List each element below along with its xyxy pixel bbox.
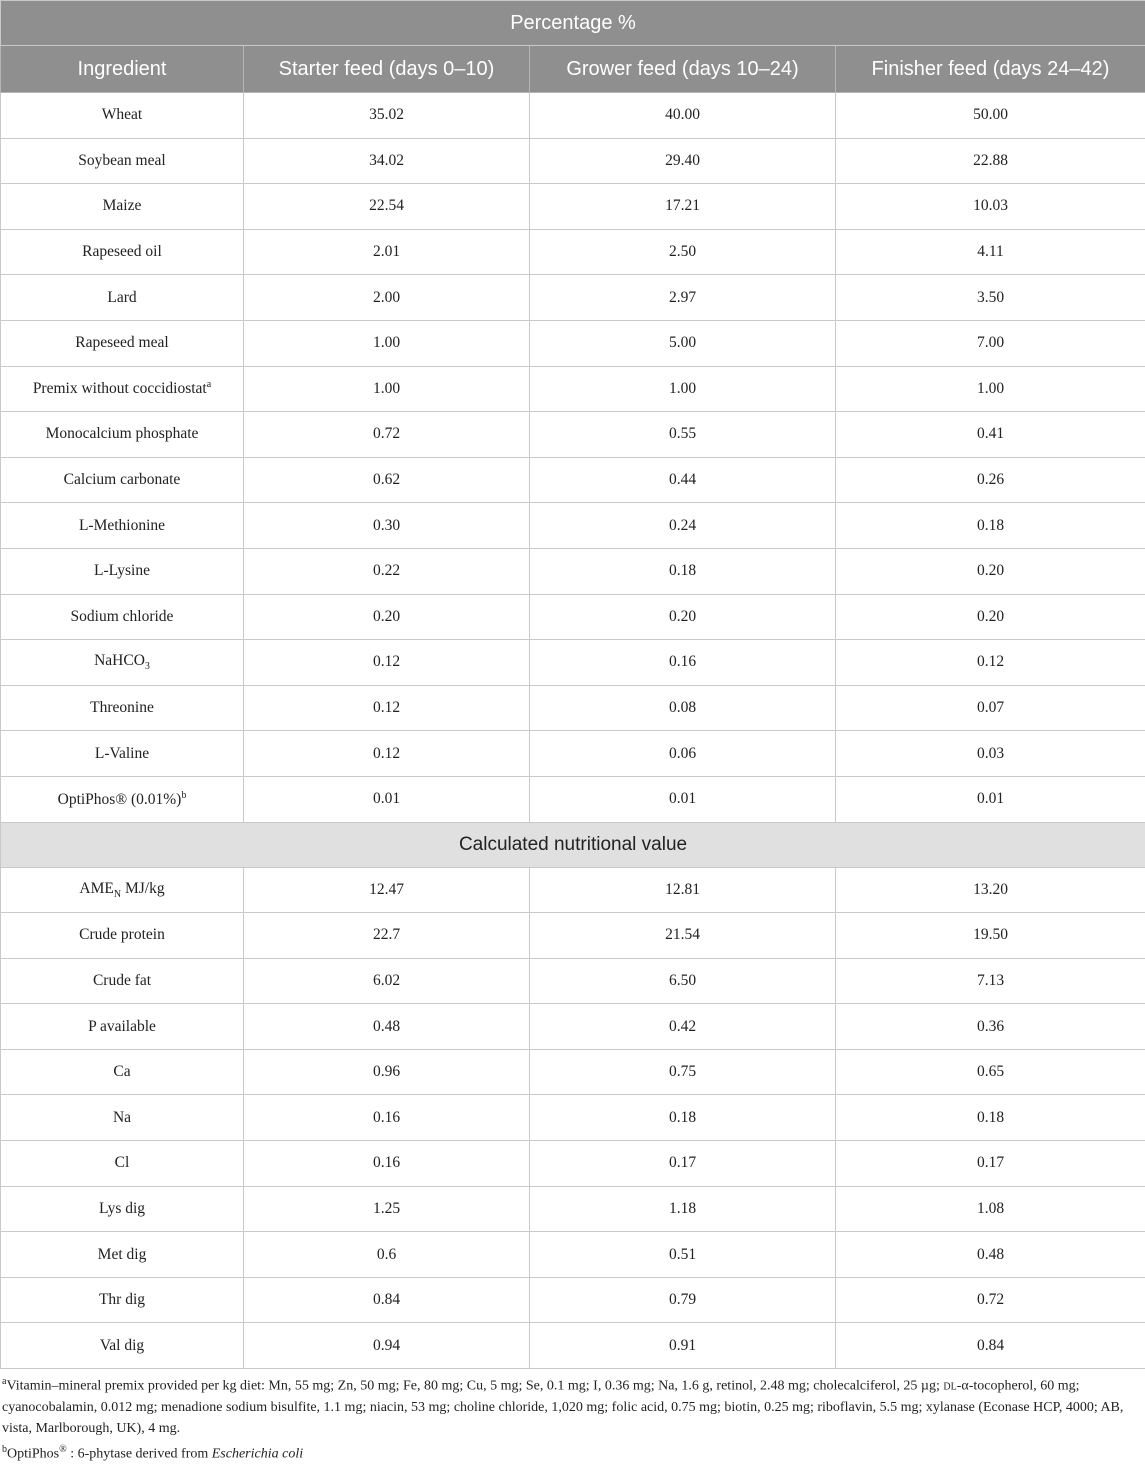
row-label: Crude protein — [1, 913, 244, 959]
banner-row — [1, 1, 1145, 46]
value-cell: 13.20 — [836, 867, 1145, 913]
value-cell: 0.30 — [244, 503, 530, 549]
row-label: Val dig — [1, 1323, 244, 1369]
value-cell: 10.03 — [836, 184, 1145, 230]
value-cell: 0.84 — [836, 1323, 1145, 1369]
value-cell: 0.20 — [244, 594, 530, 640]
value-cell: 0.12 — [836, 640, 1145, 686]
value-cell: 50.00 — [836, 93, 1145, 139]
table-row — [1, 320, 1145, 366]
row-label: $AME_N$ MJ/kg — [1, 867, 244, 913]
value-cell: 12.47 — [244, 867, 530, 913]
value-cell: 0.17 — [530, 1141, 836, 1187]
value-cell: 1.25 — [244, 1186, 530, 1232]
value-cell: 0.65 — [836, 1049, 1145, 1095]
value-cell: 0.41 — [836, 412, 1145, 458]
header-ingredient: Ingredient — [1, 46, 244, 93]
value-cell: 0.12 — [244, 640, 530, 686]
value-cell: 2.00 — [244, 275, 530, 321]
row-label: Rapeseed meal — [1, 320, 244, 366]
footnote-a-dl: dl — [943, 1379, 956, 1394]
table-row — [1, 1323, 1145, 1369]
value-cell: 6.02 — [244, 958, 530, 1004]
value-cell: 0.42 — [530, 1004, 836, 1050]
row-label: Thr dig — [1, 1277, 244, 1323]
table-row — [1, 958, 1145, 1004]
ingredients-body — [1, 93, 1145, 823]
value-cell: 0.18 — [530, 1095, 836, 1141]
table-row — [1, 731, 1145, 777]
value-cell: 22.88 — [836, 138, 1145, 184]
value-cell: 3.50 — [836, 275, 1145, 321]
value-cell: 0.20 — [836, 594, 1145, 640]
value-cell: 1.00 — [530, 366, 836, 412]
value-cell: 0.20 — [836, 548, 1145, 594]
value-cell: 0.55 — [530, 412, 836, 458]
value-cell: 1.00 — [244, 320, 530, 366]
row-label: Calcium carbonate — [1, 457, 244, 503]
row-label: Premix without coccidiostat$^a$ — [1, 366, 244, 412]
value-cell: 1.18 — [530, 1186, 836, 1232]
footnote-b-name: OptiPhos — [7, 1446, 59, 1461]
table-row — [1, 548, 1145, 594]
value-cell: 7.00 — [836, 320, 1145, 366]
value-cell: 0.48 — [836, 1232, 1145, 1278]
value-cell: 0.16 — [530, 640, 836, 686]
value-cell: 22.7 — [244, 913, 530, 959]
table-row — [1, 594, 1145, 640]
row-label: Wheat — [1, 93, 244, 139]
value-cell: 0.03 — [836, 731, 1145, 777]
table-row — [1, 1049, 1145, 1095]
value-cell: 40.00 — [530, 93, 836, 139]
table-row — [1, 457, 1145, 503]
value-cell: 0.01 — [244, 776, 530, 822]
table-row — [1, 913, 1145, 959]
table-row — [1, 685, 1145, 731]
value-cell: 0.12 — [244, 731, 530, 777]
row-label: L-Lysine — [1, 548, 244, 594]
footnote-b-mark: b — [2, 1444, 7, 1455]
row-label: Rapeseed oil — [1, 229, 244, 275]
section-label: Calculated nutritional value — [1, 822, 1145, 867]
value-cell: 0.12 — [244, 685, 530, 731]
row-label: L-Valine — [1, 731, 244, 777]
value-cell: 0.20 — [530, 594, 836, 640]
table-row — [1, 1004, 1145, 1050]
value-cell: 0.51 — [530, 1232, 836, 1278]
value-cell: 35.02 — [244, 93, 530, 139]
value-cell: 0.16 — [244, 1141, 530, 1187]
footnote-a — [2, 1371, 1143, 1439]
value-cell: 0.24 — [530, 503, 836, 549]
value-cell: 0.72 — [836, 1277, 1145, 1323]
row-label: Lys dig — [1, 1186, 244, 1232]
table-row — [1, 412, 1145, 458]
value-cell: 0.18 — [530, 548, 836, 594]
value-cell: 1.08 — [836, 1186, 1145, 1232]
value-cell: 5.00 — [530, 320, 836, 366]
value-cell: 0.79 — [530, 1277, 836, 1323]
footnote-b-species: Escherichia coli — [212, 1446, 303, 1461]
row-label: Met dig — [1, 1232, 244, 1278]
value-cell: 0.96 — [244, 1049, 530, 1095]
percentage-banner: Percentage % — [1, 1, 1145, 46]
value-cell: 0.72 — [244, 412, 530, 458]
table-row — [1, 776, 1145, 822]
value-cell: 0.44 — [530, 457, 836, 503]
value-cell: 0.16 — [244, 1095, 530, 1141]
value-cell: 0.75 — [530, 1049, 836, 1095]
value-cell: 12.81 — [530, 867, 836, 913]
footnotes — [0, 1369, 1145, 1464]
value-cell: 0.18 — [836, 503, 1145, 549]
row-label: OptiPhos® $(0.01\%)^b$ — [1, 776, 244, 822]
value-cell: 0.07 — [836, 685, 1145, 731]
value-cell: 34.02 — [244, 138, 530, 184]
value-cell: 0.01 — [836, 776, 1145, 822]
value-cell: 0.06 — [530, 731, 836, 777]
nutrition-body — [1, 867, 1145, 1369]
value-cell: 6.50 — [530, 958, 836, 1004]
value-cell: 0.01 — [530, 776, 836, 822]
table-row — [1, 93, 1145, 139]
value-cell: 2.01 — [244, 229, 530, 275]
header-finisher: Finisher feed (days 24–42) — [836, 46, 1145, 93]
row-label: Ca — [1, 1049, 244, 1095]
value-cell: 0.84 — [244, 1277, 530, 1323]
table-row — [1, 366, 1145, 412]
value-cell: 29.40 — [530, 138, 836, 184]
table-row — [1, 1141, 1145, 1187]
value-cell: 21.54 — [530, 913, 836, 959]
row-label: Monocalcium phosphate — [1, 412, 244, 458]
value-cell: 17.21 — [530, 184, 836, 230]
value-cell: 7.13 — [836, 958, 1145, 1004]
row-label: Threonine — [1, 685, 244, 731]
footnote-a-mark: a — [2, 1376, 6, 1387]
value-cell: 1.00 — [836, 366, 1145, 412]
value-cell: 22.54 — [244, 184, 530, 230]
header-starter: Starter feed (days 0–10) — [244, 46, 530, 93]
value-cell: 0.94 — [244, 1323, 530, 1369]
table-row — [1, 503, 1145, 549]
table-row — [1, 1095, 1145, 1141]
row-label: Soybean meal — [1, 138, 244, 184]
value-cell: 0.36 — [836, 1004, 1145, 1050]
row-label: Cl — [1, 1141, 244, 1187]
table-row — [1, 1186, 1145, 1232]
table-row — [1, 640, 1145, 686]
row-label: Maize — [1, 184, 244, 230]
row-label: P available — [1, 1004, 244, 1050]
row-label: Crude fat — [1, 958, 244, 1004]
value-cell: 19.50 — [836, 913, 1145, 959]
table-row — [1, 229, 1145, 275]
value-cell: 0.08 — [530, 685, 836, 731]
row-label: Lard — [1, 275, 244, 321]
row-label: Sodium chloride — [1, 594, 244, 640]
table-row — [1, 184, 1145, 230]
header-row — [1, 46, 1145, 93]
value-cell: 0.62 — [244, 457, 530, 503]
footnote-b-reg: ® — [59, 1444, 67, 1455]
section-row — [1, 822, 1145, 867]
table-row — [1, 138, 1145, 184]
header-grower: Grower feed (days 10–24) — [530, 46, 836, 93]
value-cell: 2.97 — [530, 275, 836, 321]
footnote-b-text: : 6-phytase derived from — [67, 1446, 212, 1461]
table-row — [1, 275, 1145, 321]
value-cell: 0.22 — [244, 548, 530, 594]
value-cell: 0.17 — [836, 1141, 1145, 1187]
value-cell: 4.11 — [836, 229, 1145, 275]
value-cell: 0.18 — [836, 1095, 1145, 1141]
table-row — [1, 1277, 1145, 1323]
footnote-b — [2, 1439, 1143, 1464]
value-cell: 0.48 — [244, 1004, 530, 1050]
footnote-a-text-1: Vitamin–mineral premix provided per kg diet: Mn, 55 mg; Zn, 50 mg; Fe, 80 mg; Cu, 5 mg; Se, 0.1 mg; I, 0.36 mg; Na, 1.6 g, retinol, 2.48 mg; cholecalciferol, 25 µg; — [6, 1379, 943, 1394]
value-cell: 1.00 — [244, 366, 530, 412]
row-label: NaHCO$_3$ — [1, 640, 244, 686]
value-cell: 0.6 — [244, 1232, 530, 1278]
footnote-a-text-2: -α-tocopherol, 60 mg; cyanocobalamin, 0.012 mg; menadione sodium bisulfite, 1.1 mg; niacin, 53 mg; choline chloride, 1,020 mg; folic acid, 0.75 mg; biotin, 0.25 mg; riboflavin, 5.5 mg; xylanase (Econase HCP, 4000; AB, vista, Marlborough, UK), 4 mg. — [2, 1379, 1123, 1436]
value-cell: 0.91 — [530, 1323, 836, 1369]
table-row — [1, 867, 1145, 913]
row-label: Na — [1, 1095, 244, 1141]
row-label: L-Methionine — [1, 503, 244, 549]
table-row — [1, 1232, 1145, 1278]
value-cell: 2.50 — [530, 229, 836, 275]
value-cell: 0.26 — [836, 457, 1145, 503]
